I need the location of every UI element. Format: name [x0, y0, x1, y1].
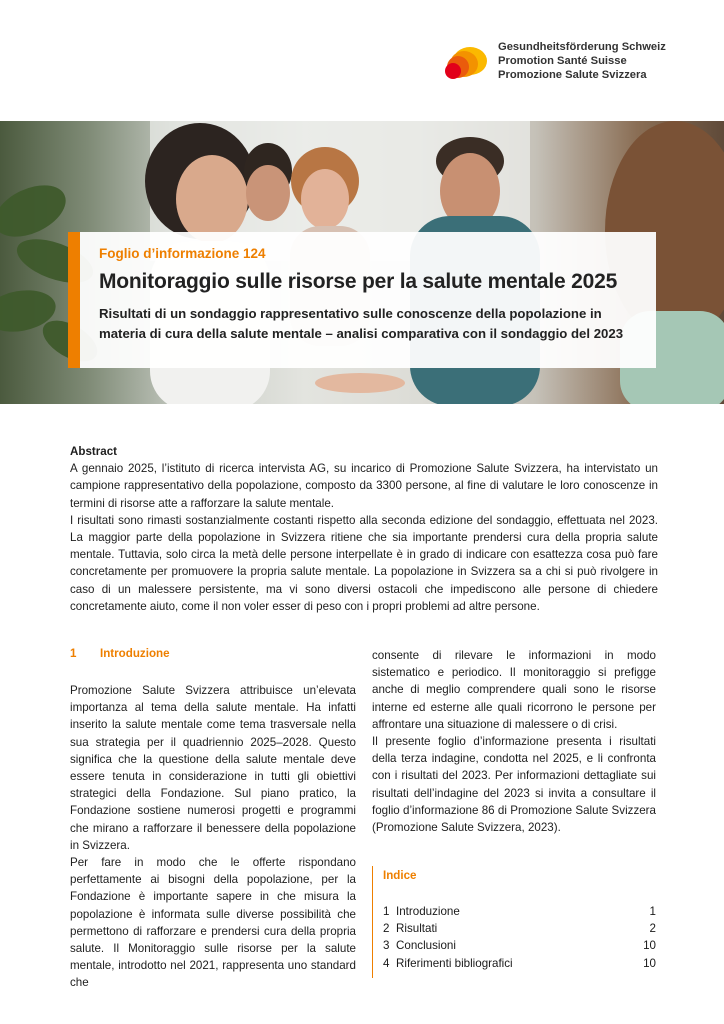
toc-item[interactable]: [383, 903, 656, 920]
toc-list: [383, 903, 656, 972]
body-paragraph: Per fare in modo che le offerte rispondano perfettamente ai bisogni della popolazione, per la Fondazione è importante sapere in che misura la popolazione è informata sulle diverse possibilità che permettono di rafforzare e prendersi cura della propria salute. Il Monitoraggio sulle risorse per la salute mentale, introdotto nel 2021, rappresenta uno standard che: [70, 856, 356, 990]
page-subtitle: Risultati di un sondaggio rappresentativo sulle conoscenze della popolazione in materia di cura della salute mentale – analisi comparativa con il sondaggio del 2023: [99, 306, 624, 341]
body-column-right: [372, 647, 656, 836]
abstract-paragraph: A gennaio 2025, l’istituto di ricerca intervista AG, su incarico di Promozione Salute Svizzera, ha intervistato un campione rappresentativo della popolazione, composto da 3300 persone, al fine di valutare le loro conoscenze in termini di risorse atte a rafforzare la salute mentale.: [70, 462, 658, 510]
toc-item-label: Risultati: [396, 922, 438, 936]
toc-item-number: 2: [383, 922, 390, 936]
toc-item-page: 1: [649, 905, 656, 918]
section-heading-introduzione: [70, 647, 170, 660]
toc-item-page: 2: [649, 922, 656, 936]
toc-item-page: 10: [643, 956, 656, 970]
toc-item[interactable]: [383, 920, 656, 937]
abstract-heading: Abstract: [70, 445, 118, 458]
title-panel: [68, 232, 656, 368]
abstract-paragraph: I risultati sono rimasti sostanzialmente costanti rispetto alla seconda edizione del sondaggio, effettuata nel 2023. La maggior parte della popolazione in Svizzera ritiene che sia importante prendersi cura della propria salute mentale. Tuttavia, solo circa la metà delle persone interpellate è in grado di indicare con esattezza cosa può fare concretamente per promuovere la propria salute mentale. La popolazione in Svizzera sa a chi si può rivolgere in caso di un malessere persistente, ma vi sono diversi ostacoli che impediscono alle persone di chiedere concretamente aiuto, come il non voler esser di peso con i propri problemi ad altre persone.: [70, 513, 658, 613]
abstract: [70, 443, 658, 615]
logo-line-it: Promozione Salute Svizzera: [498, 69, 647, 81]
toc-item-number: 3: [383, 939, 390, 953]
toc-item-label: Conclusioni: [396, 939, 456, 953]
toc-item-page: 10: [643, 939, 656, 953]
table-of-contents: [372, 866, 657, 978]
section-title: Introduzione: [100, 647, 170, 660]
body-paragraph: Promozione Salute Svizzera attribuisce un’elevata importanza al tema della salute mentale. Ha infatti inserito la salute mentale come tema trasversale nella sua strategia per il quadriennio 2025–2028. Questo significa che la questione della salute mentale deve essere tenuta in considerazione in tutti gli obiettivi strategici della Fondazione. Sul piano pratico, la Fondazione sostiene numerosi progetti e programmi che mirano a rafforzare il benessere della popolazione in Svizzera.: [70, 684, 356, 852]
toc-item-number: 4: [383, 956, 390, 970]
toc-item[interactable]: [383, 937, 656, 954]
logo: [440, 38, 690, 88]
section-number: 1: [70, 647, 77, 660]
logo-line-de: Gesundheitsförderung Schweiz: [498, 41, 666, 53]
toc-item[interactable]: [383, 955, 656, 972]
page-title: Monitoraggio sulle risorse per la salute mentale 2025: [99, 270, 618, 293]
body-paragraph: consente di rilevare le informazioni in modo sistematico e periodico. Il monitoraggio si prefigge anche di meglio comprendere quali sono le risorse interne ed esterne alle quali ricorrono le persone per affrontare una situazione di malessere o di crisi.: [372, 649, 656, 731]
publication-kicker: Foglio d’informazione 124: [99, 246, 266, 261]
body-paragraph: Il presente foglio d’informazione presenta i risultati della terza indagine, condotta nel 2025, e li confronta con i risultati del 2023. Per informazioni dettagliate sui risultati dell’indagine del 2023 si invita a consultare il foglio d’informazione 86 di Promozione Salute Svizzera (Promozione Salute Svizzera, 2023).: [372, 735, 656, 835]
toc-item-number: 1: [383, 905, 390, 918]
toc-item-label: Introduzione: [396, 905, 460, 918]
logo-mark-icon: [444, 42, 488, 82]
title-accent-bar: [68, 232, 80, 368]
logo-line-fr: Promotion Santé Suisse: [498, 55, 627, 67]
toc-title: Indice: [383, 869, 417, 882]
toc-item-label: Riferimenti bibliografici: [396, 956, 513, 970]
body-column-left: [70, 682, 356, 992]
